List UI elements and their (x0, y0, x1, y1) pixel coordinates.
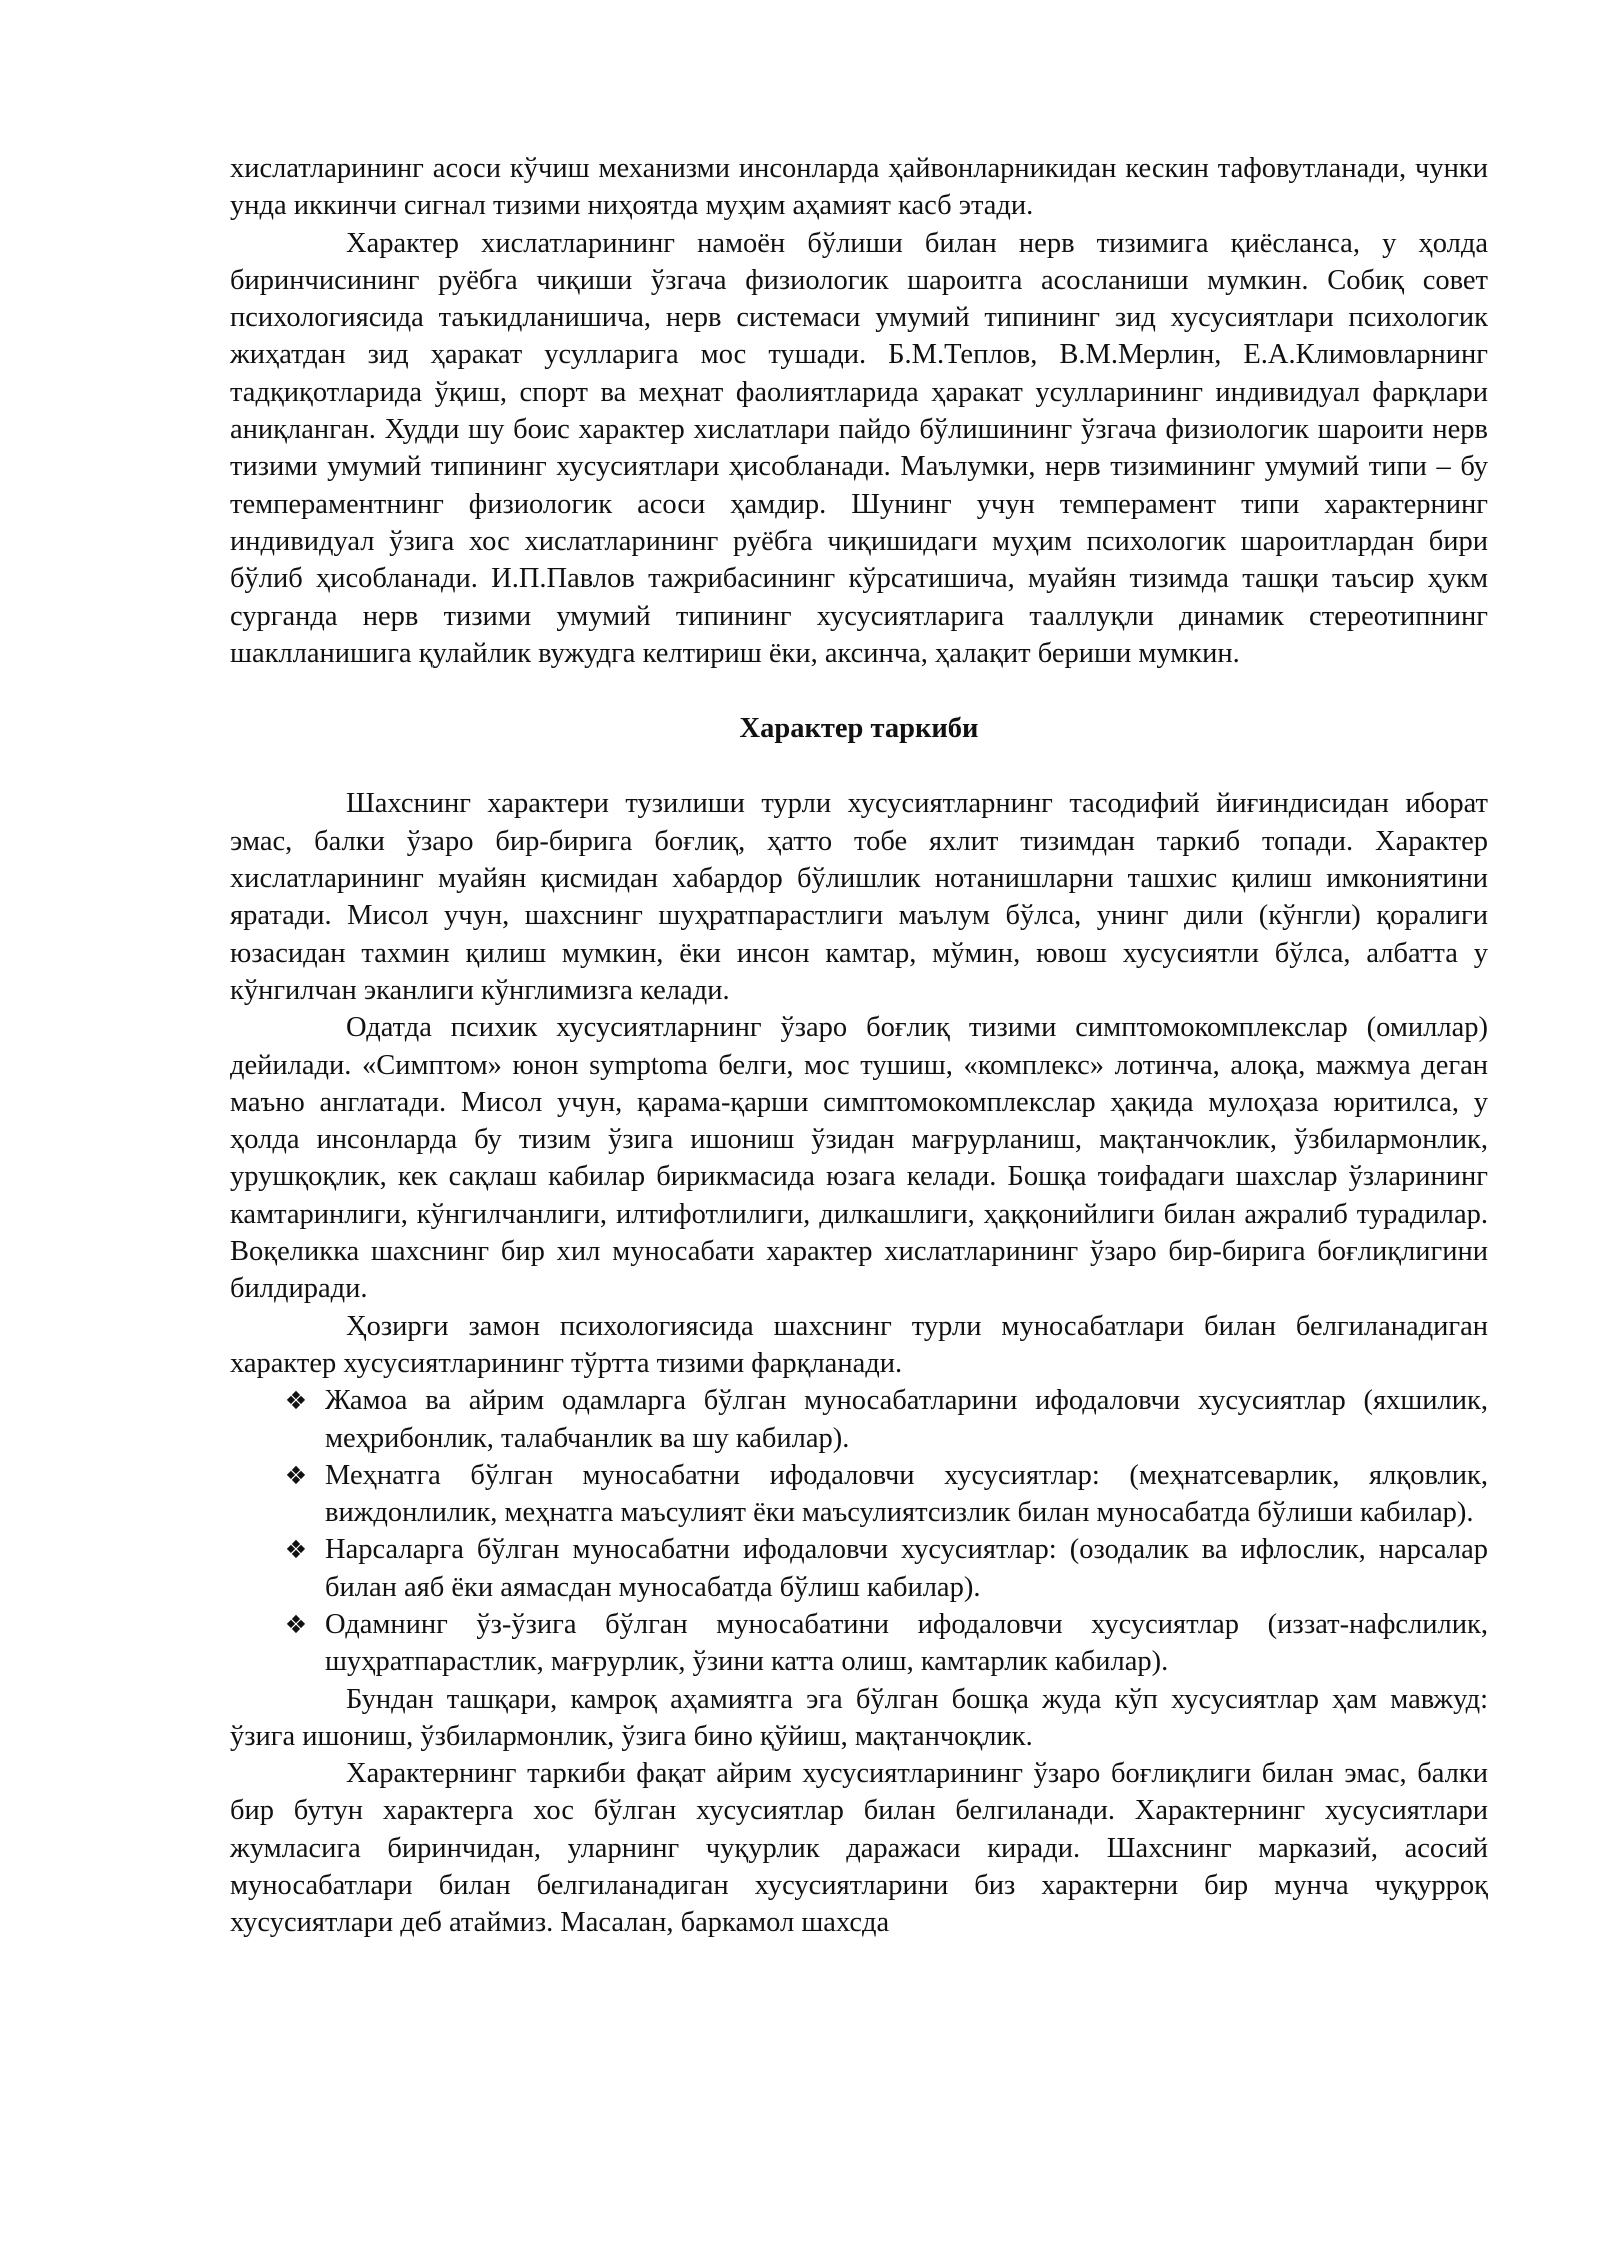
section-heading: Характер таркиби (739, 713, 979, 745)
paragraph-6: Бундан ташқари, камроқ аҳамиятга эга бўлган бошқа жуда кўп хусусиятлар ҳам мавжуд: ўзига ишониш, ўзбилармонлик, ўзига бино қўйиш, мақтанчоқлик. (230, 1683, 1488, 1752)
document-page (230, 150, 1488, 1942)
list-item (230, 1531, 1488, 1606)
paragraph-7: Характернинг таркиби фақат айрим хусусиятларининг ўзаро боғлиқлиги билан эмас, балки бир бутун характерга хос бўлган хусусиятлар билан белгиланади. Характернинг хусусиятлари жумласига биринчидан, уларнинг чуқурлик даражаси киради. Шахснинг марказий, асосий муносабатлари билан белгиланадиган хусусиятларини биз характерни бир мунча чуқурроқ хусусиятлари деб атаймиз. Масалан, баркамол шахсда (230, 1758, 1488, 1939)
diamond-bullet-icon: ❖ (284, 1535, 308, 1565)
paragraph-3: Шахснинг характери тузилиши турли хусусиятларнинг тасодифий йиғиндисидан иборат эмас, балки ўзаро бир-бирига боғлиқ, ҳатто тобе яхлит тизимдан таркиб топади. Характер хислатларининг муайян қисмидан хабардор бўлишлик нотанишларни ташхис қилиш имкониятини яратади. Мисол учун, шахснинг шуҳратпарастлиги маълум бўлса, унинг дили (кўнгли) қоралиги юзасидан тахмин қилиш мумкин, ёки инсон камтар, мўмин, ювош хусусиятли бўлса, албатта у кўнгилчан эканлиги кўнглимизга келади. (230, 788, 1488, 1006)
paragraph-1: хислатларининг асоси кўчиш механизми инсонларда ҳайвонларникидан кескин тафовутланади, чунки унда иккинчи сигнал тизими ниҳоятда муҳим аҳамият касб этади. (230, 153, 1488, 222)
bullet-list (230, 1382, 1488, 1680)
list-item (230, 1606, 1488, 1681)
paragraph-4: Одатда психик хусусиятларнинг ўзаро боғлиқ тизими симптомокомплекслар (омиллар) дейилади. «Симптом» юнон symptoma белги, мос тушиш, «комплекс» лотинча, алоқа, мажмуа деган маъно англатади. Мисол учун, қарама-қарши симптомокомплекслар ҳақида мулоҳаза юритилса, у ҳолда инсонларда бу тизим ўзига ишониш ўзидан мағрурланиш, мақтанчоклик, ўзбилармонлик, урушқоқлик, кек сақлаш кабилар бирикмасида юзага келади. Бошқа тоифадаги шахслар ўзларининг камтаринлиги, кўнгилчанлиги, илтифотлилиги, дилкашлиги, ҳаққонийлиги билан ажралиб турадилар. Воқеликка шахснинг бир хил муносабати характер хислатларининг ўзаро бир-бирига боғлиқлигини билдиради. (230, 1012, 1488, 1305)
diamond-bullet-icon: ❖ (284, 1609, 308, 1639)
list-item-text: Жамоа ва айрим одамларга бўлган муносабатларини ифодаловчи хусусиятлар (яхшилик, меҳрибонлик, талабчанлик ва шу кабилар). (325, 1385, 1488, 1454)
list-item-text: Нарсаларга бўлган муносабатни ифодаловчи хусусиятлар: (озодалик ва ифлослик, нарсалар билан аяб ёки аямасдан муносабатда бўлиш кабилар). (325, 1534, 1488, 1603)
diamond-bullet-icon: ❖ (284, 1460, 308, 1490)
list-item (230, 1382, 1488, 1457)
list-item-text: Одамнинг ўз-ўзига бўлган муносабатини ифодаловчи хусусиятлар (иззат-нафслилик, шуҳратпарастлик, мағрурлик, ўзини катта олиш, камтарлик кабилар). (325, 1608, 1488, 1678)
list-item (230, 1457, 1488, 1532)
diamond-bullet-icon: ❖ (284, 1386, 308, 1416)
paragraph-2: Характер хислатларининг намоён бўлиши билан нерв тизимига қиёсланса, у ҳолда биринчисининг руёбга чиқиши ўзгача физиологик шароитга асосланиши мумкин. Собиқ совет психологиясида таъкидланишича, нерв системаси умумий типининг зид хусусиятлари психологик жиҳатдан зид ҳаракат усулларига мос тушади. Б.М.Теплов, В.М.Мерлин, Е.А.Климовларнинг тадқиқотларида ўқиш, спорт ва меҳнат фаолиятларида ҳаракат усулларининг индивидуал фарқлари аниқланган. Худди шу боис характер хислатлари пайдо бўлишининг ўзгача физиологик шароити нерв тизими умумий типининг хусусиятлари ҳисобланади. Маълумки, нерв тизимининг умумий типи – бу темпераментнинг физиологик асоси ҳамдир. Шунинг учун темперамент типи характернинг индивидуал ўзига хос хислатларининг руёбга чиқишидаги муҳим психологик шароитлардан бири бўлиб ҳисобланади. И.П.Павлов тажрибасининг кўрсатишича, муайян тизимда ташқи таъсир ҳукм сурганда нерв тизими умумий типининг хусусиятларига тааллуқли динамик стереотипнинг шаклланишига қулайлик вужудга келтириш ёки, аксинча, ҳалақит бериши мумкин. (230, 227, 1488, 669)
paragraph-5: Ҳозирги замон психологиясида шахснинг турли муносабатлари билан белгиланадиган характер хусусиятларининг тўртта тизими фарқланади. (230, 1310, 1488, 1379)
list-item-text: Меҳнатга бўлган муносабатни ифодаловчи хусусиятлар: (меҳнатсеварлик, ялқовлик, виждонлилик, меҳнатга маъсулият ёки маъсулиятсизлик билан муносабатда бўлиши кабилар). (325, 1459, 1488, 1529)
